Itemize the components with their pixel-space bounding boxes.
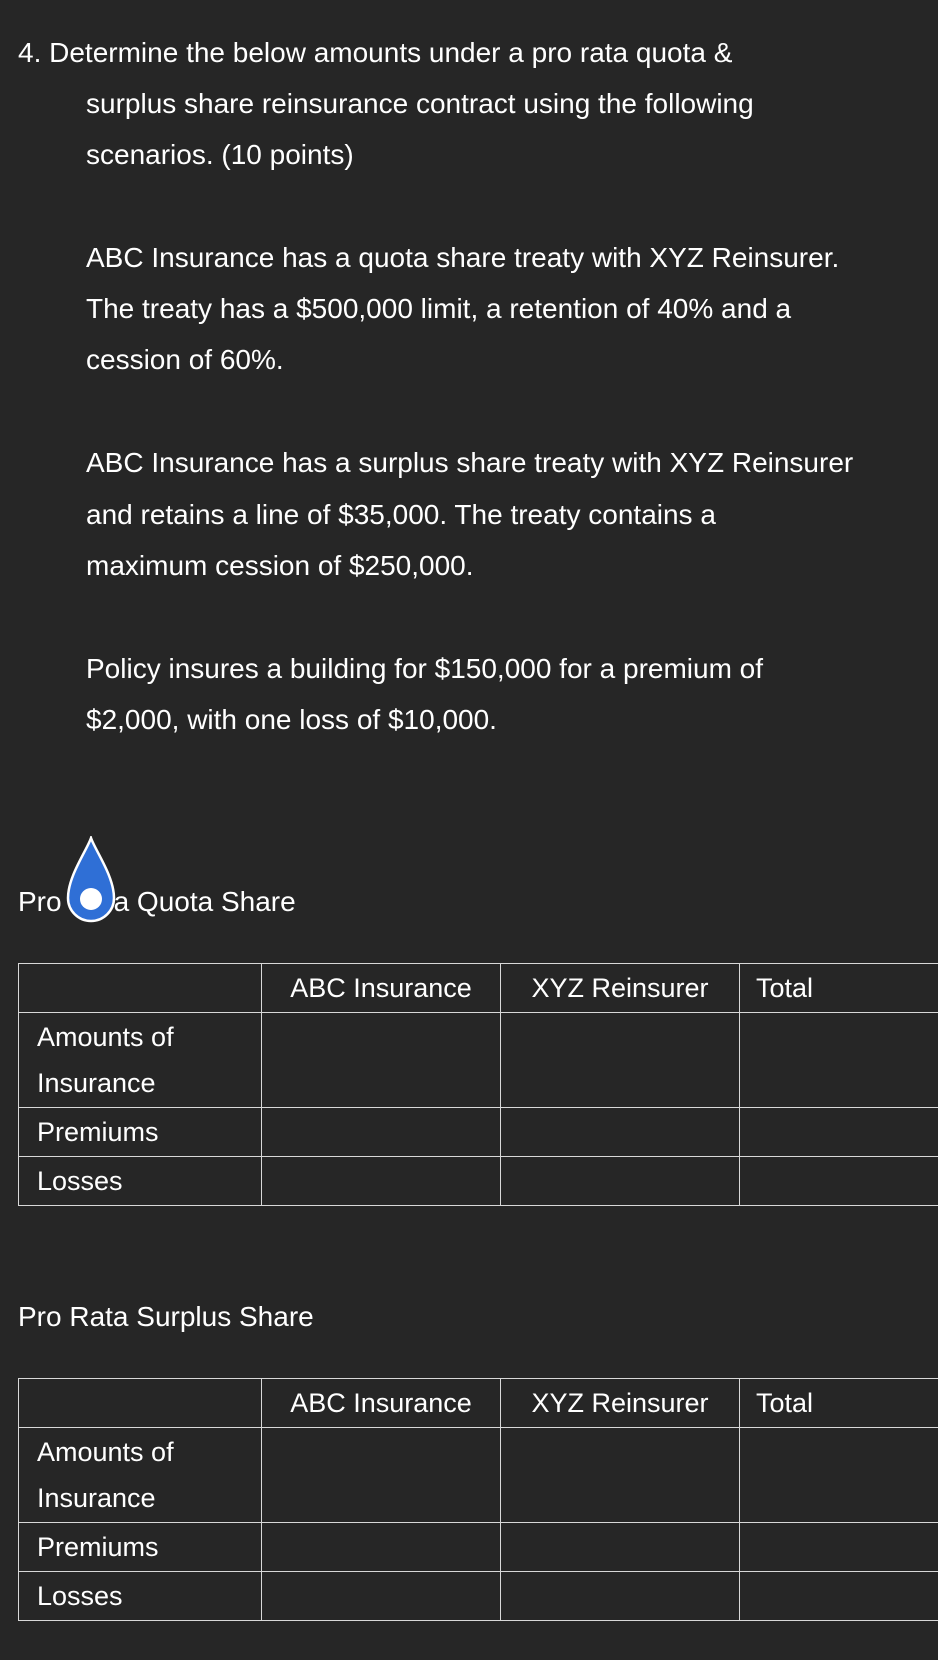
quota-row-premiums — [19, 1108, 938, 1157]
quota-row-label — [19, 1013, 262, 1108]
quota-losses-abc-cell[interactable] — [262, 1157, 501, 1206]
quota-share-table — [18, 963, 938, 1206]
policy-line-2: $2,000, with one loss of $10,000. — [86, 704, 497, 735]
surplus-amounts-label-line-2: Insurance — [37, 1483, 156, 1513]
quota-amounts-label-line-1: Amounts of — [37, 1022, 174, 1052]
surplus-header-abc-insurance: ABC Insurance — [262, 1379, 501, 1428]
quota-premiums-xyz-cell[interactable] — [501, 1108, 740, 1157]
quota-amounts-label-line-2: Insurance — [37, 1068, 156, 1098]
surplus-share-heading: Pro Rata Surplus Share — [18, 1301, 314, 1332]
surplus-row-losses — [19, 1572, 938, 1621]
surplus-premiums-label: Premiums — [19, 1523, 262, 1572]
surplus-row-amounts-of-insurance — [19, 1428, 938, 1523]
quota-premiums-total-cell[interactable] — [740, 1108, 938, 1157]
surplus-amounts-xyz-cell[interactable] — [501, 1428, 740, 1523]
quota-share-heading-start: Pro — [18, 886, 62, 917]
surplus-share-table — [18, 1378, 938, 1621]
question-line-2: surplus share reinsurance contract using the following — [86, 88, 754, 119]
quota-treaty-line-1: ABC Insurance has a quota share treaty with XYZ Reinsurer. — [86, 242, 840, 273]
surplus-amounts-label-line-1: Amounts of — [37, 1437, 174, 1467]
surplus-premiums-abc-cell[interactable] — [262, 1523, 501, 1572]
quota-amounts-xyz-cell[interactable] — [501, 1013, 740, 1108]
quota-amounts-total-cell[interactable] — [740, 1013, 938, 1108]
quota-losses-label: Losses — [19, 1157, 262, 1206]
quota-header-empty — [19, 964, 262, 1013]
quota-header-total: Total — [740, 964, 938, 1013]
surplus-losses-abc-cell[interactable] — [262, 1572, 501, 1621]
quota-header-xyz-reinsurer: XYZ Reinsurer — [501, 964, 740, 1013]
surplus-treaty-line-2: and retains a line of $35,000. The treaty contains a — [86, 499, 716, 530]
quota-premiums-label: Premiums — [19, 1108, 262, 1157]
quota-share-heading — [18, 885, 296, 919]
quota-losses-total-cell[interactable] — [740, 1157, 938, 1206]
question-line-1: 4. Determine the below amounts under a pro rata quota & — [18, 37, 733, 68]
surplus-header-xyz-reinsurer: XYZ Reinsurer — [501, 1379, 740, 1428]
surplus-treaty-line-3: maximum cession of $250,000. — [86, 550, 474, 581]
quota-losses-xyz-cell[interactable] — [501, 1157, 740, 1206]
surplus-header-empty — [19, 1379, 262, 1428]
quota-treaty-line-3: cession of 60%. — [86, 344, 284, 375]
surplus-amounts-abc-cell[interactable] — [262, 1428, 501, 1523]
quota-header-abc-insurance: ABC Insurance — [262, 964, 501, 1013]
surplus-losses-xyz-cell[interactable] — [501, 1572, 740, 1621]
surplus-header-row — [19, 1379, 938, 1428]
surplus-premiums-total-cell[interactable] — [740, 1523, 938, 1572]
surplus-row-label — [19, 1428, 262, 1523]
quota-amounts-abc-cell[interactable] — [262, 1013, 501, 1108]
surplus-row-premiums — [19, 1523, 938, 1572]
question-line-3: scenarios. (10 points) — [86, 139, 354, 170]
quota-row-amounts-of-insurance — [19, 1013, 938, 1108]
quota-premiums-abc-cell[interactable] — [262, 1108, 501, 1157]
surplus-losses-total-cell[interactable] — [740, 1572, 938, 1621]
surplus-header-total: Total — [740, 1379, 938, 1428]
surplus-amounts-total-cell[interactable] — [740, 1428, 938, 1523]
quota-share-heading-end: a Quota Share — [113, 886, 296, 917]
quota-header-row — [19, 964, 938, 1013]
quota-row-losses — [19, 1157, 938, 1206]
quota-treaty-line-2: The treaty has a $500,000 limit, a retention of 40% and a — [86, 293, 792, 324]
teardrop-cursor-handle-icon[interactable] — [66, 836, 116, 926]
policy-line-1: Policy insures a building for $150,000 for a premium of — [86, 653, 764, 684]
surplus-losses-label: Losses — [19, 1572, 262, 1621]
surplus-premiums-xyz-cell[interactable] — [501, 1523, 740, 1572]
surplus-treaty-line-1: ABC Insurance has a surplus share treaty with XYZ Reinsurer — [86, 447, 854, 478]
